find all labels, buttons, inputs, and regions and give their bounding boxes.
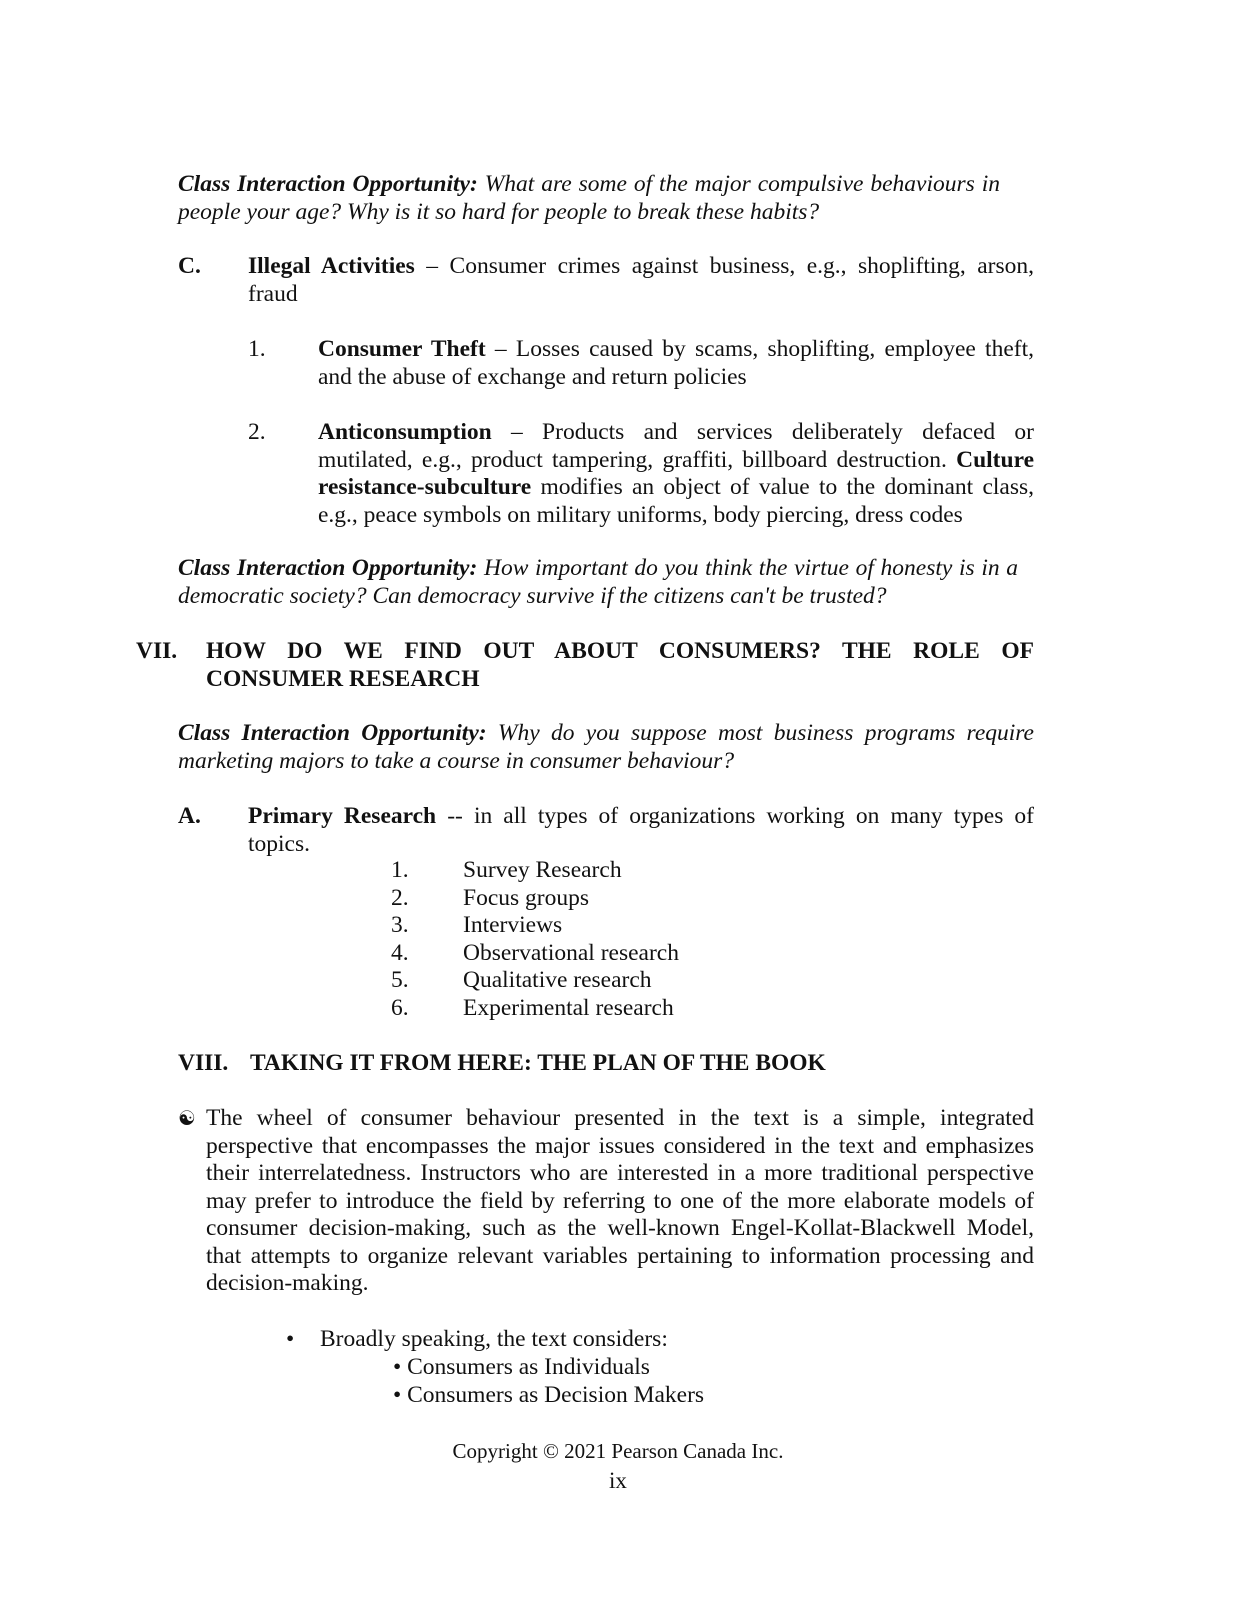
item-text: Interviews (463, 912, 563, 938)
note-text: The wheel of consumer behaviour presented in the text is a simple, integrated perspective that encompasses the major issues considered in the text and emphasizes their interrelatedness. Instructors who are interested in a more traditional perspective may prefer to introduce the field by referring to one of the more elaborate models of consumer decision-making, such as the well-known Engel-Kollat-Blackwell Model, that attempts to organize relevant variables pertaining to information processing and decision-making. (206, 1105, 1034, 1296)
section-c-body (248, 253, 1034, 308)
term: Consumer Theft (318, 336, 486, 362)
research-list (391, 857, 791, 1027)
section-marker: C. (178, 253, 201, 279)
bullet-text: Consumers as Individuals (407, 1354, 650, 1380)
list-item (391, 912, 791, 940)
list-item (391, 885, 791, 913)
list-item (391, 857, 791, 885)
section-marker: VII. (136, 638, 178, 664)
item-number: 6. (391, 994, 409, 1021)
yin-yang-icon: ☯ (178, 1106, 196, 1130)
cio-text: How important do you think the virtue of honesty is in a democratic society? Can democracy survive if the citizens can't be trusted? (178, 555, 1019, 609)
cio-text: Why do you suppose most business programs require marketing majors to take a course in consumer behaviour? (178, 720, 1034, 774)
item-body (318, 336, 1034, 391)
definition: – Products and services deliberately defaced or mutilated, e.g., product tampering, graffiti, billboard destruction. (318, 419, 1035, 473)
term: Illegal Activities (248, 253, 415, 279)
page-number: ix (609, 1468, 627, 1493)
item-text: Experimental research (463, 994, 674, 1021)
list-item (391, 967, 791, 995)
item-text: Focus groups (463, 884, 589, 911)
cio-text: What are some of the major compulsive behaviours in people your age? Why is it so hard for people to break these habits? (178, 171, 1000, 225)
term: Culture resistance-subculture (318, 446, 1035, 500)
term: Primary Research (248, 803, 437, 829)
item-body (318, 419, 1034, 529)
cio-label: Class Interaction Opportunity: (178, 555, 478, 581)
section-a-body (248, 803, 1034, 858)
item-text: Observational research (463, 939, 679, 966)
bullet-icon: • (393, 1382, 402, 1408)
sub-bullet (393, 1354, 793, 1382)
list-item (391, 995, 791, 1023)
term: Anticonsumption (318, 419, 492, 445)
cio-label: Class Interaction Opportunity: (178, 171, 478, 197)
bullet-text: Consumers as Decision Makers (407, 1382, 705, 1408)
item-number: 2. (391, 884, 409, 911)
item-text: Survey Research (463, 857, 622, 883)
definition: modifies an object of value to the dominant class, e.g., peace symbols on military uniforms, body piercing, dress codes (318, 474, 1035, 528)
item-number: 5. (391, 967, 409, 993)
bullet-text: Broadly speaking, the text considers: (320, 1326, 668, 1352)
item-text: Qualitative research (463, 967, 652, 993)
list-item (391, 940, 791, 968)
section-title: TAKING IT FROM HERE: THE PLAN OF THE BOOK (250, 1050, 826, 1076)
class-interaction-1 (178, 171, 1000, 226)
bullet-icon: • (393, 1354, 402, 1380)
sub-bullet (393, 1382, 793, 1410)
copyright-footer: Copyright © 2021 Pearson Canada Inc. (452, 1439, 784, 1463)
item-number: 2. (248, 419, 266, 445)
definition: – Consumer crimes against business, e.g., shoplifting, arson, fraud (248, 253, 1034, 307)
definition: – Losses caused by scams, shoplifting, employee theft, and the abuse of exchange and return policies (318, 336, 1034, 390)
section-marker: A. (178, 803, 201, 829)
item-number: 1. (248, 336, 266, 362)
item-number: 3. (391, 912, 409, 938)
bullet-icon: • (286, 1326, 295, 1352)
definition: -- in all types of organizations working on many types of topics. (248, 803, 1034, 857)
item-number: 1. (391, 857, 409, 883)
item-number: 4. (391, 939, 409, 966)
section-title: HOW DO WE FIND OUT ABOUT CONSUMERS? THE ROLE OF CONSUMER RESEARCH (206, 638, 1034, 692)
section-marker: VIII. (178, 1050, 229, 1076)
class-interaction-2 (178, 555, 1018, 610)
class-interaction-3 (178, 720, 1034, 775)
cio-label: Class Interaction Opportunity: (178, 720, 487, 746)
